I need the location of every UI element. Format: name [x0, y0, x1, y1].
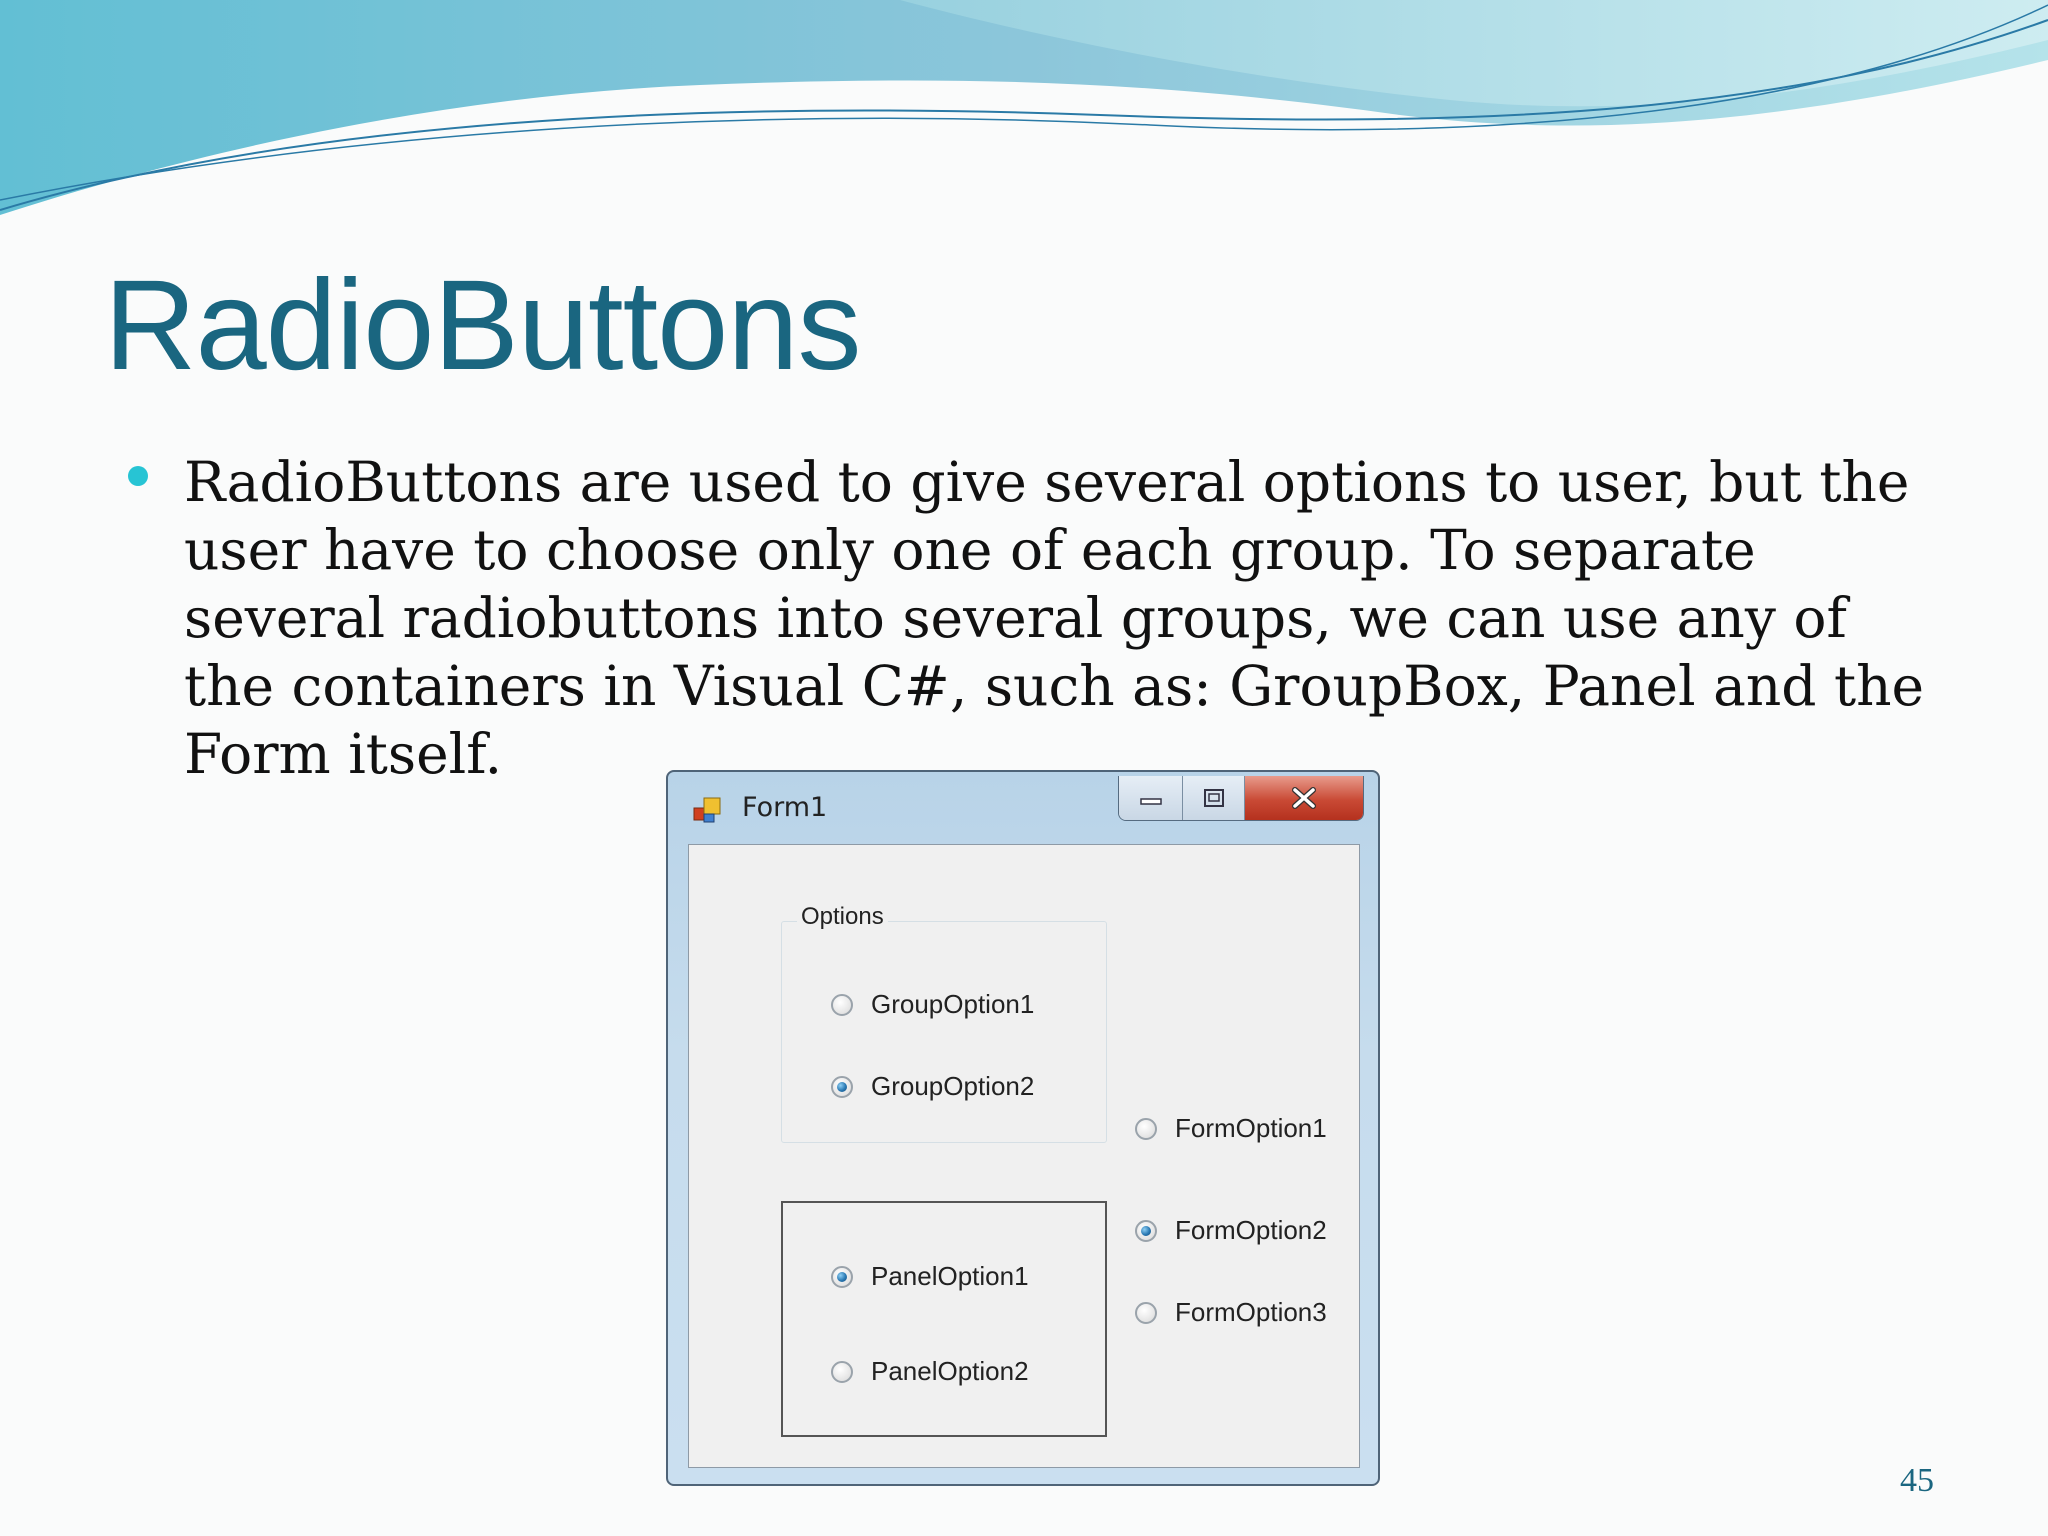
maximize-button[interactable] — [1183, 776, 1245, 820]
minimize-icon — [1139, 791, 1163, 805]
radio-label: GroupOption1 — [871, 989, 1035, 1019]
radio-label: PanelOption1 — [871, 1261, 1029, 1291]
radio-circle — [1135, 1118, 1157, 1140]
radio-circle — [1135, 1302, 1157, 1324]
radio-circle-checked — [831, 1076, 853, 1098]
bullet-text: RadioButtons are used to give several options to user, but the user have to choose only one of each group. To separate several radiobuttons into several groups, we can use any of the containers in Visual C#, such as: GroupBox, Panel and the Form itself. — [184, 450, 1925, 786]
form-option-3-radio[interactable] — [1135, 1297, 1327, 1328]
radio-label: FormOption2 — [1175, 1215, 1327, 1245]
radio-label: GroupOption2 — [871, 1071, 1035, 1101]
groupbox-label: Options — [797, 903, 888, 931]
group-option-1-radio[interactable] — [831, 989, 1034, 1020]
group-option-2-radio[interactable] — [831, 1071, 1034, 1102]
close-icon — [1290, 787, 1318, 809]
radio-circle — [831, 1361, 853, 1383]
radio-circle-checked — [831, 1266, 853, 1288]
bullet-dot — [128, 466, 148, 486]
options-panel — [781, 1201, 1107, 1437]
radio-circle-checked — [1135, 1220, 1157, 1242]
slide-number: 45 — [1900, 1462, 1934, 1499]
window-controls — [1118, 776, 1364, 821]
minimize-button[interactable] — [1119, 776, 1183, 820]
radio-label: FormOption1 — [1175, 1113, 1327, 1143]
form-client-area — [688, 844, 1360, 1468]
options-groupbox — [781, 921, 1107, 1143]
form1-window — [666, 770, 1380, 1486]
header-wave-decoration — [0, 0, 2048, 240]
panel-option-2-radio[interactable] — [831, 1356, 1029, 1387]
radio-label: PanelOption2 — [871, 1356, 1029, 1386]
form-option-1-radio[interactable] — [1135, 1113, 1327, 1144]
radio-label: FormOption3 — [1175, 1297, 1327, 1327]
panel-option-1-radio[interactable] — [831, 1261, 1029, 1292]
radio-circle — [831, 994, 853, 1016]
close-button[interactable] — [1245, 776, 1363, 820]
maximize-icon — [1203, 788, 1225, 808]
window-title: Form1 — [742, 792, 828, 823]
slide-title: RadioButtons — [104, 254, 861, 397]
form-app-icon — [692, 794, 724, 826]
form-option-2-radio[interactable] — [1135, 1215, 1327, 1246]
